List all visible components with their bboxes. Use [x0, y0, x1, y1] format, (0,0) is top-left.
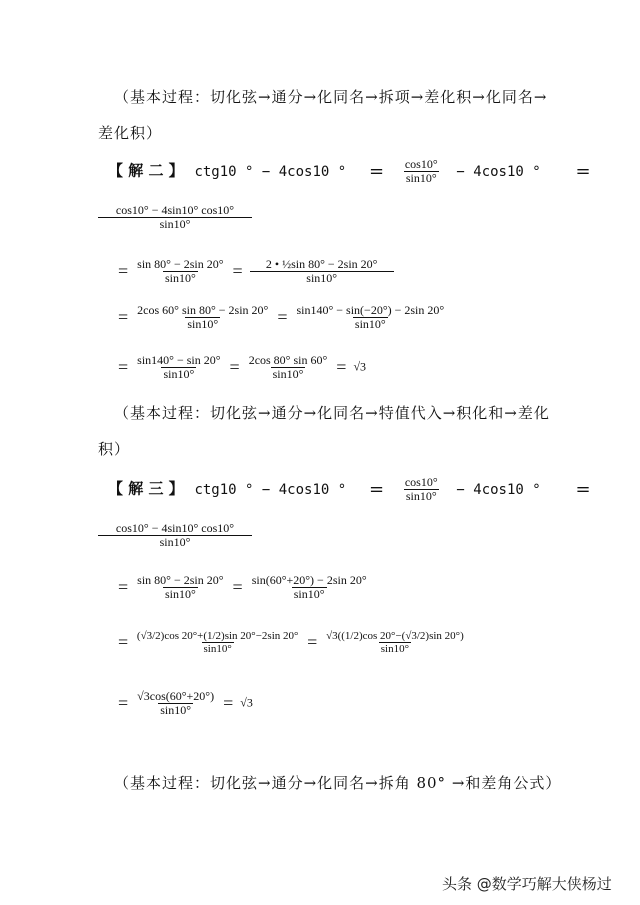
- equals-sign: =: [118, 632, 129, 653]
- fraction-numerator: cos10°: [404, 157, 438, 171]
- fraction: [98, 204, 252, 231]
- minus-term: − 4cos10 °: [456, 481, 541, 498]
- fraction-denominator: sin10°: [250, 271, 394, 285]
- fraction: [135, 690, 216, 717]
- equals-sign: =: [575, 479, 591, 501]
- fraction: [98, 522, 252, 549]
- fraction-denominator: sin10°: [98, 217, 252, 231]
- fraction-denominator: sin10°: [187, 317, 219, 332]
- equals-sign: =: [307, 632, 318, 653]
- fraction-numerator: cos10°: [404, 475, 438, 489]
- equals-sign: =: [118, 693, 129, 714]
- fraction-denominator: sin10°: [272, 367, 304, 382]
- minus-term: − 4cos10 °: [456, 163, 541, 180]
- solution-2-step-3: [114, 354, 366, 381]
- fraction-numerator: 2 • ½sin 80° − 2sin 20°: [265, 257, 378, 271]
- solution-2-header: [108, 158, 595, 185]
- equals-sign: =: [336, 357, 347, 378]
- fraction: [250, 258, 394, 285]
- note-process-3: （基本过程：切化弦→通分→化同名→拆角 80° →和差角公式）: [114, 774, 562, 792]
- result-sqrt-3: √3: [353, 359, 367, 374]
- watermark: 头条 @数学巧解大侠杨过: [442, 875, 612, 893]
- solution-2-lhs: ctg10 ° − 4cos10 °: [194, 163, 347, 180]
- solution-3-combined-fraction: [98, 522, 252, 549]
- fraction-numerator: √3((1/2)cos 20°−(√3/2)sin 20°): [326, 630, 464, 642]
- note-process-2-line-1: （基本过程：切化弦→通分→化同名→特值代入→积化和→差化: [114, 404, 550, 422]
- fraction-numerator: (√3/2)cos 20°+(1/2)sin 20°−2sin 20°: [136, 630, 299, 642]
- solution-2-step-1: [114, 258, 394, 285]
- fraction-denominator: sin10°: [98, 535, 252, 549]
- equals-sign: =: [277, 307, 288, 328]
- fraction-numerator: sin 80° − 2sin 20°: [137, 573, 224, 587]
- fraction-denominator: sin10°: [293, 587, 325, 602]
- fraction-denominator: sin10°: [354, 317, 386, 332]
- fraction-denominator: sin10°: [405, 171, 437, 186]
- solution-3-label: 【 解 三 】: [108, 479, 184, 498]
- solution-3-step-3: [114, 690, 253, 717]
- solution-2-step-2: [114, 304, 446, 331]
- fraction: [250, 574, 369, 601]
- fraction-numerator: cos10° − 4sin10° cos10°: [115, 203, 235, 217]
- fraction-numerator: sin140° − sin(−20°) − 2sin 20°: [296, 303, 445, 317]
- fraction-denominator: sin10°: [405, 489, 437, 504]
- solution-3-step-1: [114, 574, 369, 601]
- fraction-cos-over-sin: [403, 476, 440, 503]
- fraction: [294, 304, 446, 331]
- fraction: [135, 304, 270, 331]
- fraction-denominator: sin10°: [164, 271, 196, 286]
- fraction-denominator: sin10°: [164, 587, 196, 602]
- note-process-2-line-2: 积）: [98, 440, 131, 458]
- equals-sign: =: [223, 693, 234, 714]
- equals-sign: =: [368, 479, 385, 501]
- fraction-denominator: sin10°: [203, 643, 232, 656]
- solution-2-label: 【 解 二 】: [108, 161, 184, 180]
- equals-sign: =: [118, 577, 129, 598]
- fraction-cos-over-sin: [403, 158, 440, 185]
- fraction-denominator: sin10°: [163, 367, 195, 382]
- fraction-numerator: √3cos(60°+20°): [137, 689, 215, 703]
- note-process-1-line-2: 差化积）: [98, 124, 163, 142]
- fraction: [135, 354, 222, 381]
- fraction-denominator: sin10°: [380, 643, 410, 656]
- equals-sign: =: [118, 261, 129, 282]
- equals-sign: =: [118, 307, 129, 328]
- result-sqrt-3: √3: [240, 695, 253, 710]
- fraction: [324, 630, 466, 655]
- equals-sign: =: [232, 577, 243, 598]
- fraction-numerator: sin 80° − 2sin 20°: [137, 257, 224, 271]
- equals-sign: =: [232, 261, 243, 282]
- equals-sign: =: [368, 161, 385, 183]
- solution-3-header: [108, 476, 595, 503]
- solution-3-lhs: ctg10 ° − 4cos10 °: [194, 481, 347, 498]
- solution-2-combined-fraction: [98, 204, 252, 231]
- fraction-numerator: 2cos 60° sin 80° − 2sin 20°: [137, 303, 269, 317]
- fraction-numerator: sin140° − sin 20°: [137, 353, 221, 367]
- fraction-numerator: 2cos 80° sin 60°: [248, 353, 328, 367]
- equals-sign: =: [229, 357, 240, 378]
- equals-sign: =: [118, 357, 129, 378]
- fraction: [135, 258, 225, 285]
- solution-3-step-2: [114, 630, 466, 655]
- fraction-numerator: cos10° − 4sin10° cos10°: [115, 521, 235, 535]
- note-process-1-line-1: （基本过程：切化弦→通分→化同名→拆项→差化积→化同名→: [114, 88, 548, 106]
- fraction: [135, 630, 301, 655]
- fraction-denominator: sin10°: [160, 703, 192, 718]
- fraction-numerator: sin(60°+20°) − 2sin 20°: [251, 573, 367, 587]
- fraction: [135, 574, 225, 601]
- equals-sign: =: [575, 161, 591, 183]
- fraction: [247, 354, 330, 381]
